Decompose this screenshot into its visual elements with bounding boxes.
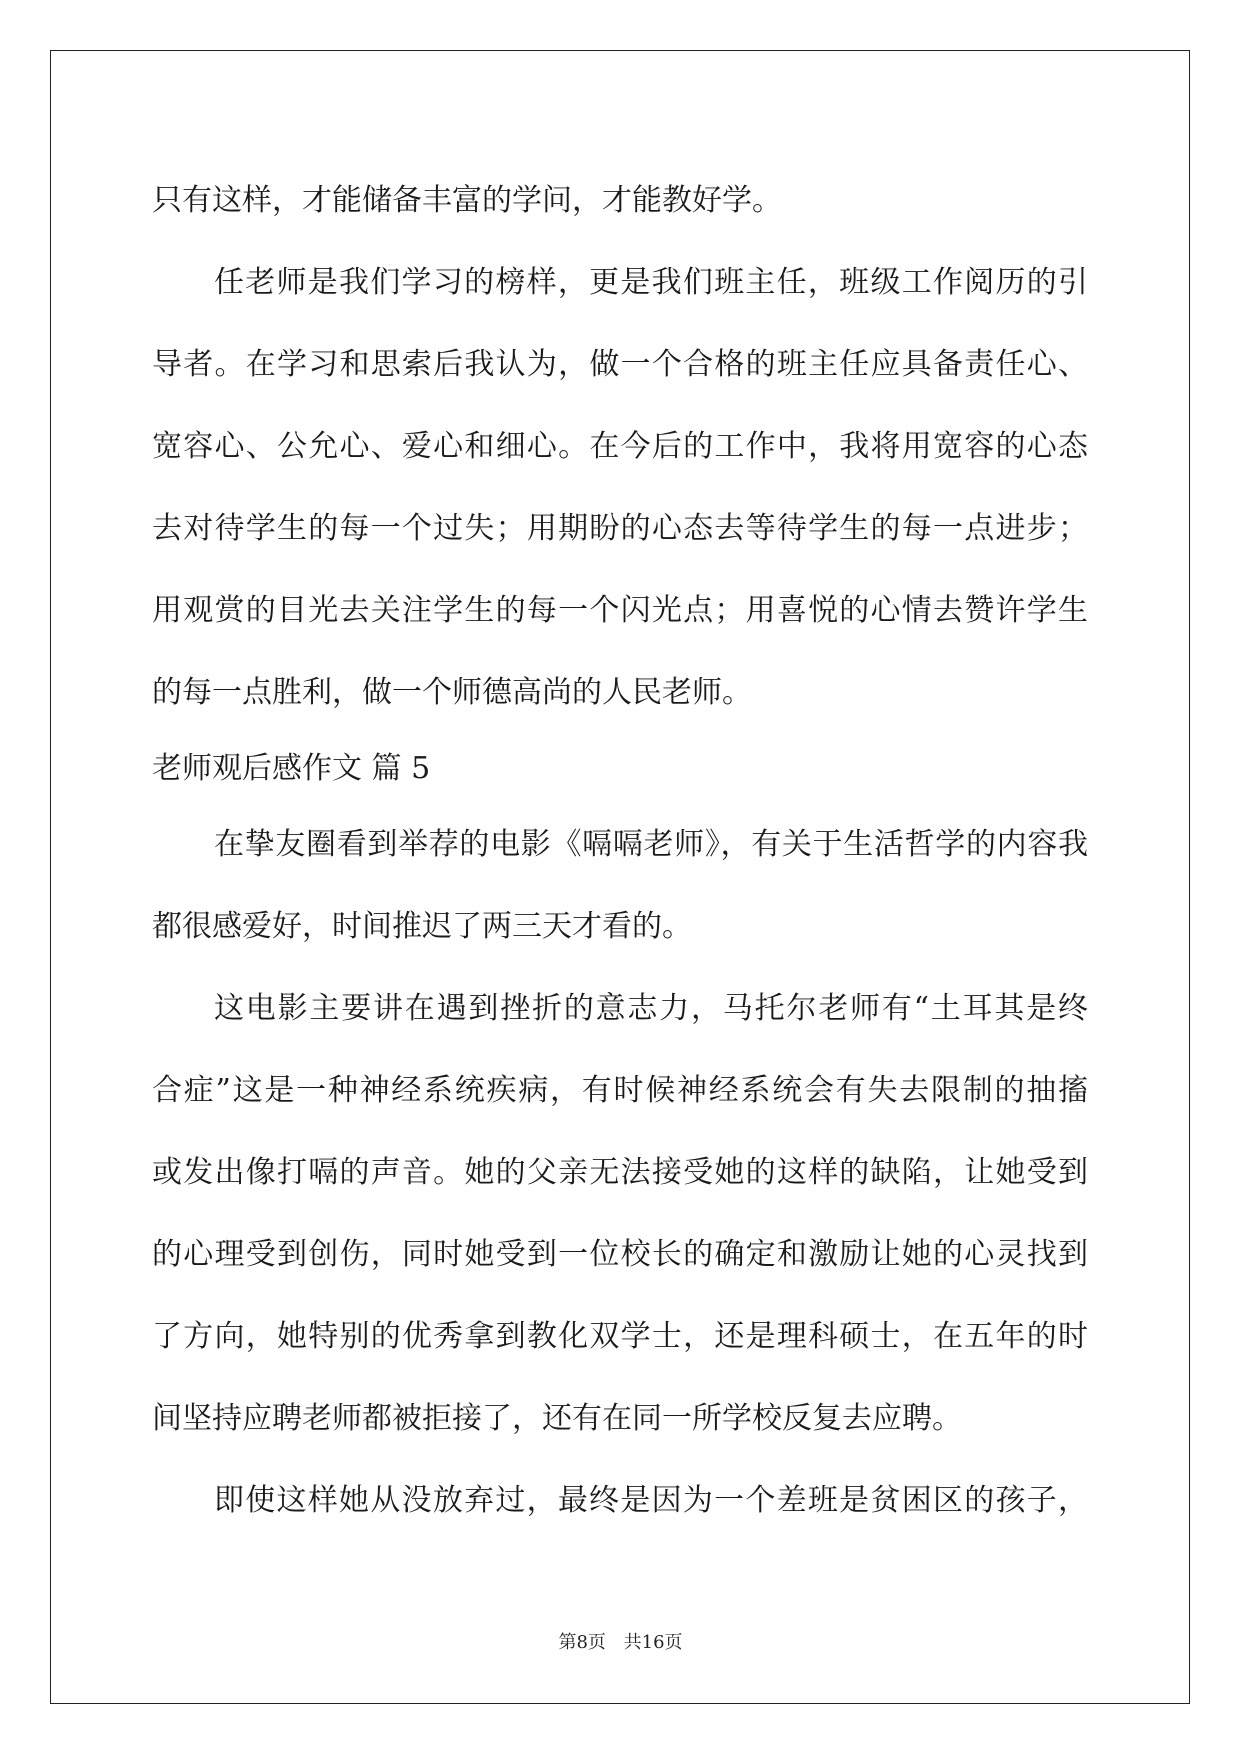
paragraph-line: 即使这样她从没放弃过，最终是因为一个差班是贫困区的孩子， [214, 1483, 1088, 1518]
page-total: 共16页 [623, 1632, 683, 1653]
paragraph-line: 在挚友圈看到举荐的电影《嗝嗝老师》，有关于生活哲学的内容我 [214, 827, 1088, 862]
paragraph-line: 合症”这是一种神经系统疾病，有时候神经系统会有失去限制的抽搐 [152, 1073, 1088, 1108]
paragraph-line: 只有这样，才能储备丰富的学问，才能教好学。 [152, 183, 782, 218]
paragraph-line: 了方向，她特别的优秀拿到教化双学士，还是理科硕士，在五年的时 [152, 1319, 1088, 1354]
document-body [152, 160, 1088, 1542]
paragraph-line: 的心理受到创伤，同时她受到一位校长的确定和激励让她的心灵找到 [152, 1237, 1088, 1272]
page-footer [0, 1628, 1241, 1654]
paragraph-line: 或发出像打嗝的声音。她的父亲无法接受她的这样的缺陷，让她受到 [152, 1155, 1088, 1190]
section-heading: 老师观后感作文 篇 5 [152, 751, 431, 786]
paragraph-line: 这电影主要讲在遇到挫折的意志力，马托尔老师有“土耳其是终 [214, 991, 1088, 1026]
page-number: 第8页 [558, 1632, 606, 1653]
paragraph-line: 用观赏的目光去关注学生的每一个闪光点；用喜悦的心情去赞许学生 [152, 593, 1088, 628]
paragraph-line: 导者。在学习和思索后我认为，做一个合格的班主任应具备责任心、 [152, 347, 1088, 382]
paragraph-line: 宽容心、公允心、爱心和细心。在今后的工作中，我将用宽容的心态 [152, 429, 1088, 464]
paragraph-line: 去对待学生的每一个过失；用期盼的心态去等待学生的每一点进步； [152, 511, 1088, 546]
paragraph-line: 都很感爱好，时间推迟了两三天才看的。 [152, 909, 692, 944]
paragraph-line: 间坚持应聘老师都被拒接了，还有在同一所学校反复去应聘。 [152, 1401, 962, 1436]
paragraph-line: 的每一点胜利，做一个师德高尚的人民老师。 [152, 675, 752, 710]
paragraph-line: 任老师是我们学习的榜样，更是我们班主任，班级工作阅历的引 [214, 265, 1088, 300]
